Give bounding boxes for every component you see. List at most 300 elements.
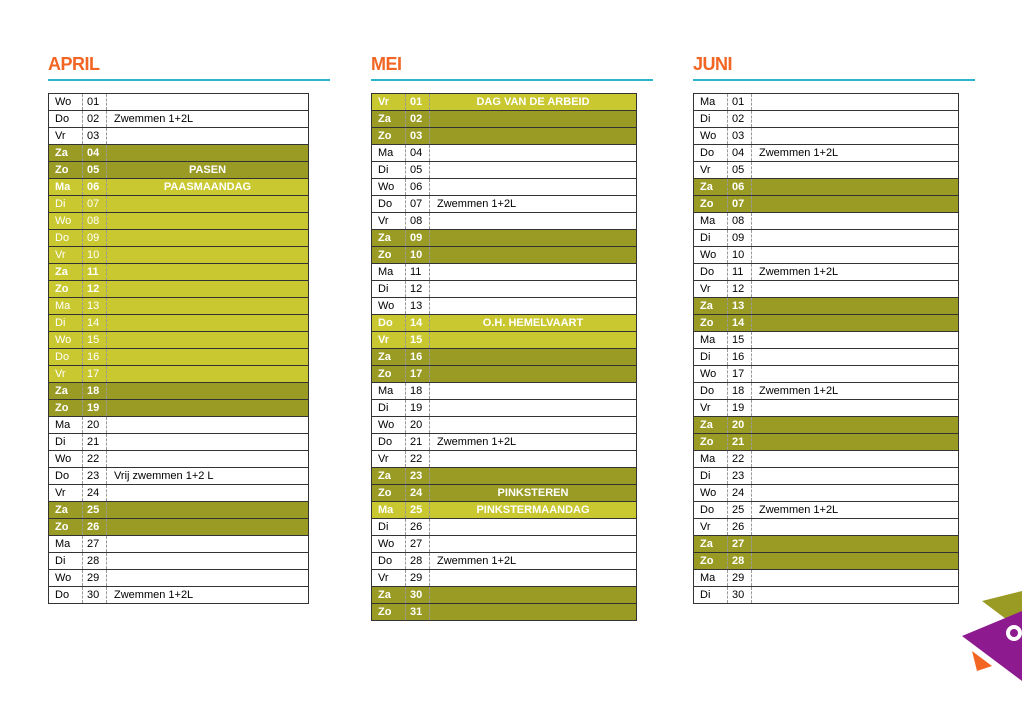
date-number-cell: 18 — [728, 383, 752, 400]
calendar-row — [694, 570, 959, 587]
date-number-cell: 25 — [406, 502, 430, 519]
calendar-row — [49, 485, 309, 502]
weekday-cell: Do — [694, 502, 728, 519]
date-number-cell: 27 — [728, 536, 752, 553]
calendar-row — [49, 536, 309, 553]
date-number-cell: 01 — [83, 94, 107, 111]
calendar-row — [694, 536, 959, 553]
calendar-row — [694, 553, 959, 570]
event-note-cell — [430, 230, 637, 247]
event-note-cell — [107, 281, 309, 298]
calendar-row — [49, 94, 309, 111]
calendar-row — [49, 502, 309, 519]
calendar-row — [49, 417, 309, 434]
date-number-cell: 10 — [83, 247, 107, 264]
date-number-cell: 28 — [406, 553, 430, 570]
logo-icon — [962, 591, 1022, 681]
calendar-table — [693, 93, 959, 604]
date-number-cell: 29 — [406, 570, 430, 587]
calendar-row — [694, 145, 959, 162]
calendar-row — [49, 451, 309, 468]
weekday-cell: Zo — [694, 553, 728, 570]
month-title: APRIL — [48, 54, 100, 74]
date-number-cell: 02 — [728, 111, 752, 128]
event-note-cell — [752, 332, 959, 349]
date-number-cell: 13 — [728, 298, 752, 315]
calendar-row — [49, 298, 309, 315]
event-note-cell — [752, 485, 959, 502]
event-note-cell — [752, 553, 959, 570]
weekday-cell: Vr — [372, 570, 406, 587]
date-number-cell: 20 — [728, 417, 752, 434]
date-number-cell: 15 — [728, 332, 752, 349]
date-number-cell: 06 — [728, 179, 752, 196]
weekday-cell: Di — [49, 434, 83, 451]
event-note-cell — [430, 519, 637, 536]
event-note-cell — [430, 400, 637, 417]
calendar-row — [694, 128, 959, 145]
event-note-cell — [752, 213, 959, 230]
calendar-row — [372, 536, 637, 553]
calendar-row — [372, 570, 637, 587]
date-number-cell: 16 — [406, 349, 430, 366]
title-underline — [48, 79, 330, 81]
weekday-cell: Ma — [694, 213, 728, 230]
event-note-cell — [752, 434, 959, 451]
calendar-row — [694, 111, 959, 128]
calendar-row — [694, 349, 959, 366]
calendar-row — [694, 264, 959, 281]
event-note-cell — [752, 111, 959, 128]
event-note-cell: Zwemmen 1+2L — [107, 111, 309, 128]
date-number-cell: 25 — [83, 502, 107, 519]
weekday-cell: Za — [49, 383, 83, 400]
date-number-cell: 23 — [83, 468, 107, 485]
date-number-cell: 25 — [728, 502, 752, 519]
event-note-cell — [107, 400, 309, 417]
date-number-cell: 01 — [728, 94, 752, 111]
weekday-cell: Vr — [694, 281, 728, 298]
event-note-cell — [107, 434, 309, 451]
calendar-row — [372, 400, 637, 417]
weekday-cell: Wo — [49, 451, 83, 468]
date-number-cell: 30 — [406, 587, 430, 604]
event-note-cell — [752, 468, 959, 485]
calendar-row — [372, 315, 637, 332]
weekday-cell: Zo — [49, 519, 83, 536]
event-note-cell — [752, 349, 959, 366]
date-number-cell: 19 — [406, 400, 430, 417]
date-number-cell: 05 — [406, 162, 430, 179]
weekday-cell: Ma — [694, 451, 728, 468]
date-number-cell: 14 — [406, 315, 430, 332]
date-number-cell: 05 — [83, 162, 107, 179]
calendar-row — [694, 315, 959, 332]
event-note-cell — [752, 400, 959, 417]
date-number-cell: 06 — [83, 179, 107, 196]
date-number-cell: 20 — [406, 417, 430, 434]
event-note-cell: Zwemmen 1+2L — [752, 145, 959, 162]
weekday-cell: Za — [694, 536, 728, 553]
date-number-cell: 10 — [728, 247, 752, 264]
date-number-cell: 16 — [728, 349, 752, 366]
event-note-cell — [107, 349, 309, 366]
event-note-cell — [752, 570, 959, 587]
date-number-cell: 30 — [83, 587, 107, 604]
event-note-cell — [107, 485, 309, 502]
date-number-cell: 27 — [83, 536, 107, 553]
date-number-cell: 30 — [728, 587, 752, 604]
weekday-cell: Ma — [694, 332, 728, 349]
event-note-cell: Zwemmen 1+2L — [752, 502, 959, 519]
event-note-cell — [107, 553, 309, 570]
event-note-cell — [107, 417, 309, 434]
weekday-cell: Di — [694, 587, 728, 604]
event-note-cell — [430, 366, 637, 383]
date-number-cell: 12 — [83, 281, 107, 298]
weekday-cell: Vr — [49, 485, 83, 502]
event-note-cell — [752, 162, 959, 179]
date-number-cell: 06 — [406, 179, 430, 196]
calendar-table — [371, 93, 637, 621]
calendar-row — [694, 485, 959, 502]
calendar-row — [49, 434, 309, 451]
event-note-cell — [752, 451, 959, 468]
event-note-cell — [430, 145, 637, 162]
month-april — [48, 50, 330, 604]
weekday-cell: Vr — [694, 400, 728, 417]
weekday-cell: Za — [49, 502, 83, 519]
date-number-cell: 17 — [406, 366, 430, 383]
month-mei — [371, 50, 653, 621]
event-note-cell — [752, 179, 959, 196]
calendar-row — [372, 111, 637, 128]
date-number-cell: 18 — [406, 383, 430, 400]
calendar-row — [694, 94, 959, 111]
event-note-cell — [107, 570, 309, 587]
weekday-cell: Za — [694, 417, 728, 434]
date-number-cell: 18 — [83, 383, 107, 400]
event-note-cell — [752, 519, 959, 536]
event-note-cell — [107, 315, 309, 332]
weekday-cell: Ma — [49, 417, 83, 434]
weekday-cell: Wo — [694, 485, 728, 502]
event-note-cell: PINKSTERMAANDAG — [430, 502, 637, 519]
calendar-row — [694, 332, 959, 349]
weekday-cell: Za — [694, 179, 728, 196]
calendar-row — [49, 570, 309, 587]
weekday-cell: Di — [49, 315, 83, 332]
calendar-row — [694, 230, 959, 247]
calendar-row — [372, 553, 637, 570]
event-note-cell — [430, 247, 637, 264]
weekday-cell: Do — [49, 468, 83, 485]
date-number-cell: 07 — [83, 196, 107, 213]
event-note-cell — [752, 281, 959, 298]
event-note-cell — [430, 417, 637, 434]
calendar-row — [694, 417, 959, 434]
event-note-cell — [752, 417, 959, 434]
date-number-cell: 13 — [83, 298, 107, 315]
weekday-cell: Di — [694, 111, 728, 128]
weekday-cell: Di — [372, 162, 406, 179]
weekday-cell: Zo — [372, 604, 406, 621]
date-number-cell: 04 — [728, 145, 752, 162]
event-note-cell: PINKSTEREN — [430, 485, 637, 502]
weekday-cell: Di — [694, 349, 728, 366]
calendar-row — [694, 281, 959, 298]
date-number-cell: 19 — [83, 400, 107, 417]
weekday-cell: Zo — [49, 162, 83, 179]
calendar-row — [694, 366, 959, 383]
event-note-cell — [752, 315, 959, 332]
event-note-cell — [752, 196, 959, 213]
date-number-cell: 29 — [728, 570, 752, 587]
event-note-cell — [430, 162, 637, 179]
date-number-cell: 26 — [406, 519, 430, 536]
date-number-cell: 28 — [83, 553, 107, 570]
weekday-cell: Do — [694, 145, 728, 162]
calendar-row — [694, 587, 959, 604]
date-number-cell: 09 — [406, 230, 430, 247]
date-number-cell: 04 — [406, 145, 430, 162]
event-note-cell — [107, 536, 309, 553]
calendar-row — [372, 451, 637, 468]
weekday-cell: Do — [694, 383, 728, 400]
calendar-row — [694, 502, 959, 519]
calendar-row — [694, 247, 959, 264]
event-note-cell: Zwemmen 1+2L — [107, 587, 309, 604]
calendar-row — [372, 94, 637, 111]
event-note-cell — [107, 196, 309, 213]
calendar-row — [694, 468, 959, 485]
weekday-cell: Do — [49, 111, 83, 128]
calendar-row — [372, 366, 637, 383]
calendar-row — [694, 179, 959, 196]
calendar-row — [49, 519, 309, 536]
weekday-cell: Vr — [372, 332, 406, 349]
weekday-cell: Di — [694, 230, 728, 247]
weekday-cell: Zo — [372, 366, 406, 383]
event-note-cell — [430, 451, 637, 468]
date-number-cell: 09 — [728, 230, 752, 247]
calendar-row — [372, 298, 637, 315]
event-note-cell — [752, 587, 959, 604]
event-note-cell — [430, 179, 637, 196]
event-note-cell — [107, 213, 309, 230]
calendar-row — [372, 587, 637, 604]
date-number-cell: 27 — [406, 536, 430, 553]
date-number-cell: 15 — [83, 332, 107, 349]
weekday-cell: Zo — [372, 247, 406, 264]
weekday-cell: Zo — [49, 281, 83, 298]
date-number-cell: 08 — [728, 213, 752, 230]
event-note-cell — [752, 94, 959, 111]
calendar-row — [372, 264, 637, 281]
weekday-cell: Ma — [49, 536, 83, 553]
calendar-row — [49, 179, 309, 196]
weekday-cell: Zo — [694, 315, 728, 332]
date-number-cell: 10 — [406, 247, 430, 264]
weekday-cell: Do — [694, 264, 728, 281]
date-number-cell: 09 — [83, 230, 107, 247]
date-number-cell: 31 — [406, 604, 430, 621]
calendar-row — [49, 230, 309, 247]
event-note-cell — [107, 94, 309, 111]
date-number-cell: 26 — [83, 519, 107, 536]
event-note-cell: PASEN — [107, 162, 309, 179]
event-note-cell — [752, 298, 959, 315]
date-number-cell: 07 — [406, 196, 430, 213]
month-title: MEI — [371, 54, 402, 74]
weekday-cell: Di — [372, 281, 406, 298]
month-juni — [693, 50, 975, 604]
date-number-cell: 23 — [406, 468, 430, 485]
date-number-cell: 24 — [83, 485, 107, 502]
weekday-cell: Za — [372, 111, 406, 128]
date-number-cell: 16 — [83, 349, 107, 366]
weekday-cell: Vr — [694, 162, 728, 179]
calendar-row — [372, 213, 637, 230]
calendar-row — [694, 162, 959, 179]
weekday-cell: Vr — [49, 247, 83, 264]
date-number-cell: 15 — [406, 332, 430, 349]
calendar-row — [372, 247, 637, 264]
weekday-cell: Vr — [372, 213, 406, 230]
calendar-row — [49, 587, 309, 604]
weekday-cell: Ma — [694, 94, 728, 111]
calendar-row — [372, 604, 637, 621]
date-number-cell: 11 — [728, 264, 752, 281]
event-note-cell — [430, 298, 637, 315]
weekday-cell: Wo — [694, 247, 728, 264]
calendar-row — [49, 213, 309, 230]
weekday-cell: Ma — [372, 145, 406, 162]
calendar-row — [49, 349, 309, 366]
weekday-cell: Di — [49, 553, 83, 570]
event-note-cell — [430, 332, 637, 349]
event-note-cell: Zwemmen 1+2L — [430, 553, 637, 570]
calendar-row — [372, 230, 637, 247]
event-note-cell: PAASMAANDAG — [107, 179, 309, 196]
event-note-cell — [430, 604, 637, 621]
event-note-cell — [107, 145, 309, 162]
date-number-cell: 02 — [406, 111, 430, 128]
date-number-cell: 22 — [83, 451, 107, 468]
date-number-cell: 07 — [728, 196, 752, 213]
calendar-row — [49, 315, 309, 332]
calendar-row — [372, 417, 637, 434]
weekday-cell: Do — [372, 315, 406, 332]
weekday-cell: Zo — [372, 128, 406, 145]
weekday-cell: Vr — [694, 519, 728, 536]
event-note-cell — [107, 264, 309, 281]
event-note-cell — [430, 128, 637, 145]
weekday-cell: Di — [49, 196, 83, 213]
date-number-cell: 29 — [83, 570, 107, 587]
calendar-row — [49, 332, 309, 349]
calendar-row — [694, 298, 959, 315]
weekday-cell: Ma — [49, 179, 83, 196]
event-note-cell — [430, 111, 637, 128]
weekday-cell: Wo — [372, 536, 406, 553]
weekday-cell: Wo — [372, 417, 406, 434]
event-note-cell: O.H. HEMELVAART — [430, 315, 637, 332]
weekday-cell: Ma — [372, 502, 406, 519]
weekday-cell: Do — [372, 196, 406, 213]
date-number-cell: 28 — [728, 553, 752, 570]
weekday-cell: Za — [372, 587, 406, 604]
date-number-cell: 17 — [83, 366, 107, 383]
date-number-cell: 08 — [406, 213, 430, 230]
calendar-row — [694, 451, 959, 468]
calendar-row — [372, 281, 637, 298]
weekday-cell: Wo — [49, 570, 83, 587]
weekday-cell: Wo — [694, 128, 728, 145]
calendar-row — [49, 162, 309, 179]
weekday-cell: Wo — [49, 213, 83, 230]
event-note-cell — [107, 128, 309, 145]
event-note-cell — [107, 230, 309, 247]
title-underline — [371, 79, 653, 81]
date-number-cell: 03 — [728, 128, 752, 145]
weekday-cell: Ma — [372, 383, 406, 400]
calendar-row — [49, 383, 309, 400]
event-note-cell — [107, 519, 309, 536]
weekday-cell: Zo — [49, 400, 83, 417]
event-note-cell — [752, 536, 959, 553]
event-note-cell — [752, 366, 959, 383]
date-number-cell: 23 — [728, 468, 752, 485]
event-note-cell — [430, 264, 637, 281]
date-number-cell: 26 — [728, 519, 752, 536]
calendar-row — [49, 366, 309, 383]
calendar-row — [694, 383, 959, 400]
event-note-cell — [430, 281, 637, 298]
weekday-cell: Zo — [372, 485, 406, 502]
event-note-cell — [107, 332, 309, 349]
event-note-cell: Zwemmen 1+2L — [752, 383, 959, 400]
date-number-cell: 11 — [406, 264, 430, 281]
event-note-cell — [107, 298, 309, 315]
event-note-cell: Zwemmen 1+2L — [430, 434, 637, 451]
calendar-row — [372, 128, 637, 145]
weekday-cell: Ma — [372, 264, 406, 281]
event-note-cell — [430, 570, 637, 587]
weekday-cell: Di — [372, 400, 406, 417]
month-title: JUNI — [693, 54, 733, 74]
calendar-row — [372, 434, 637, 451]
title-underline — [693, 79, 975, 81]
weekday-cell: Di — [694, 468, 728, 485]
event-note-cell — [107, 383, 309, 400]
date-number-cell: 21 — [83, 434, 107, 451]
calendar-row — [49, 196, 309, 213]
calendar-row — [372, 196, 637, 213]
calendar-row — [694, 196, 959, 213]
event-note-cell — [430, 536, 637, 553]
calendar-row — [372, 485, 637, 502]
event-note-cell: Vrij zwemmen 1+2 L — [107, 468, 309, 485]
weekday-cell: Zo — [694, 196, 728, 213]
calendar-table — [48, 93, 309, 604]
date-number-cell: 13 — [406, 298, 430, 315]
calendar-row — [372, 502, 637, 519]
calendar-row — [372, 519, 637, 536]
event-note-cell — [430, 468, 637, 485]
event-note-cell — [752, 247, 959, 264]
calendar-row — [694, 519, 959, 536]
